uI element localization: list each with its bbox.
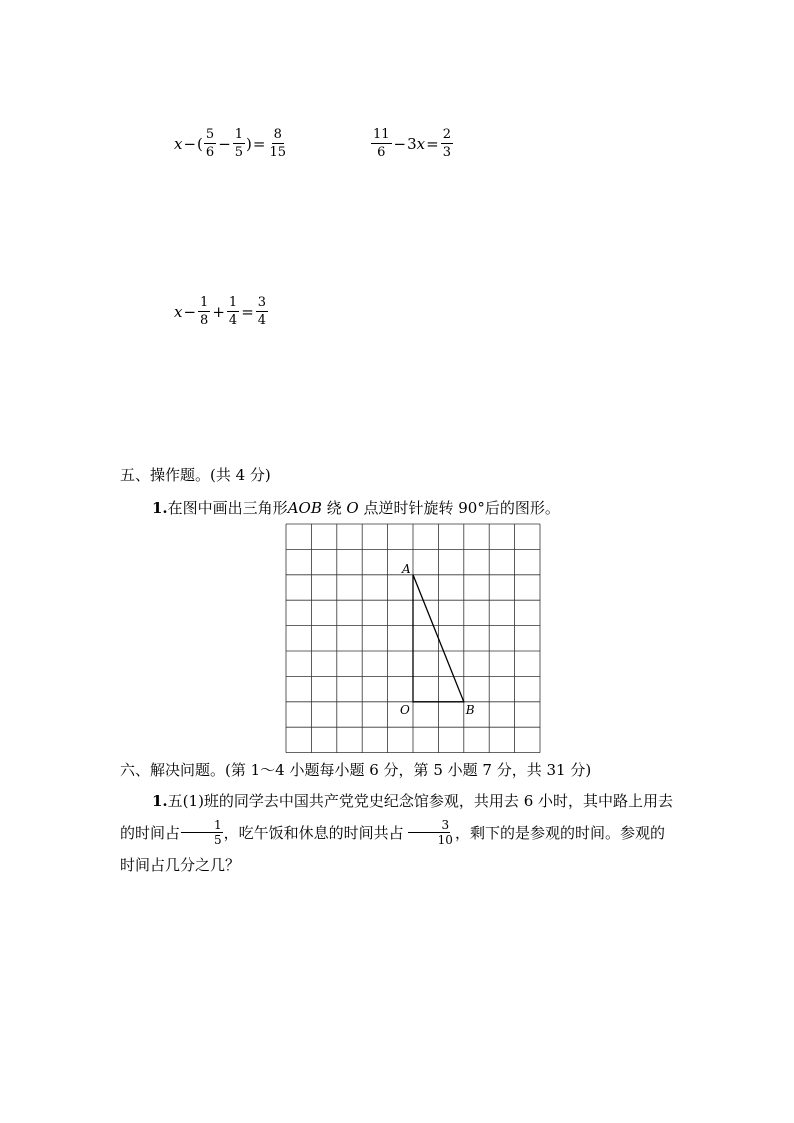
operator: − xyxy=(183,302,197,321)
point-label-b: B xyxy=(465,702,475,717)
paren: ( xyxy=(197,134,203,153)
question-text: ，剩下的是参观的时间。参观的时间占几分之几？ xyxy=(120,824,665,874)
question-text: 绕 xyxy=(321,499,347,517)
point-label-a: A xyxy=(402,561,411,576)
fraction-three-tenths: $\frac{3}{10}$ xyxy=(405,819,454,846)
fraction: $\frac{11}{6}$ xyxy=(373,127,390,160)
operator: − xyxy=(218,134,231,153)
section-5-title: 五、操作题。(共 4 分) xyxy=(120,466,271,484)
question-number: 1. xyxy=(152,792,168,810)
question-text: 在图中画出三角形 xyxy=(167,499,288,517)
question-text: 五(1)班的同学去中国共产党党史纪念馆参观，共用去 6 小时，其中路上用去的时间占 xyxy=(120,792,674,842)
fraction: $\frac{1}{4}$ xyxy=(228,295,238,328)
var-x: x xyxy=(174,302,183,321)
var-x: x xyxy=(416,134,426,153)
fraction: $\frac{1}{5}$ xyxy=(234,127,244,160)
equation-3 xyxy=(174,296,269,327)
operator: = xyxy=(241,302,254,321)
equation-2 xyxy=(370,128,454,159)
operator: = xyxy=(252,134,266,153)
operator: − xyxy=(393,134,407,153)
question-text: 点逆时针旋转 90°后的图形。 xyxy=(358,499,560,517)
equation-1 xyxy=(174,128,289,159)
coefficient: 3 xyxy=(407,134,417,153)
paren: ) xyxy=(246,134,252,153)
point-label-o: O xyxy=(400,702,410,717)
fraction: $\frac{5}{6}$ xyxy=(205,127,215,160)
operator: + xyxy=(212,302,225,321)
operator: = xyxy=(426,134,439,153)
fraction: $\frac{2}{3}$ xyxy=(442,127,451,160)
section-6-question-1 xyxy=(120,785,676,881)
fraction: $\frac{3}{4}$ xyxy=(257,295,267,328)
fraction: $\frac{1}{8}$ xyxy=(200,295,209,328)
question-text: ，吃午饭和休息的时间共占 xyxy=(223,824,404,842)
triangle-name: AOB xyxy=(287,499,322,517)
section-6-title: 六、解决问题。(第 1～4 小题每小题 6 分，第 5 小题 7 分，共 31 分) xyxy=(120,761,592,779)
section-5-question-1 xyxy=(152,497,560,518)
operator: − xyxy=(183,134,197,153)
fraction-one-fifth: $\frac{1}{5}$ xyxy=(181,819,223,846)
fraction: $\frac{8}{15}$ xyxy=(269,127,287,160)
rotation-grid[interactable] xyxy=(284,523,542,753)
question-number: 1. xyxy=(152,499,168,517)
point-name: O xyxy=(346,499,359,517)
var-x: x xyxy=(174,134,183,153)
